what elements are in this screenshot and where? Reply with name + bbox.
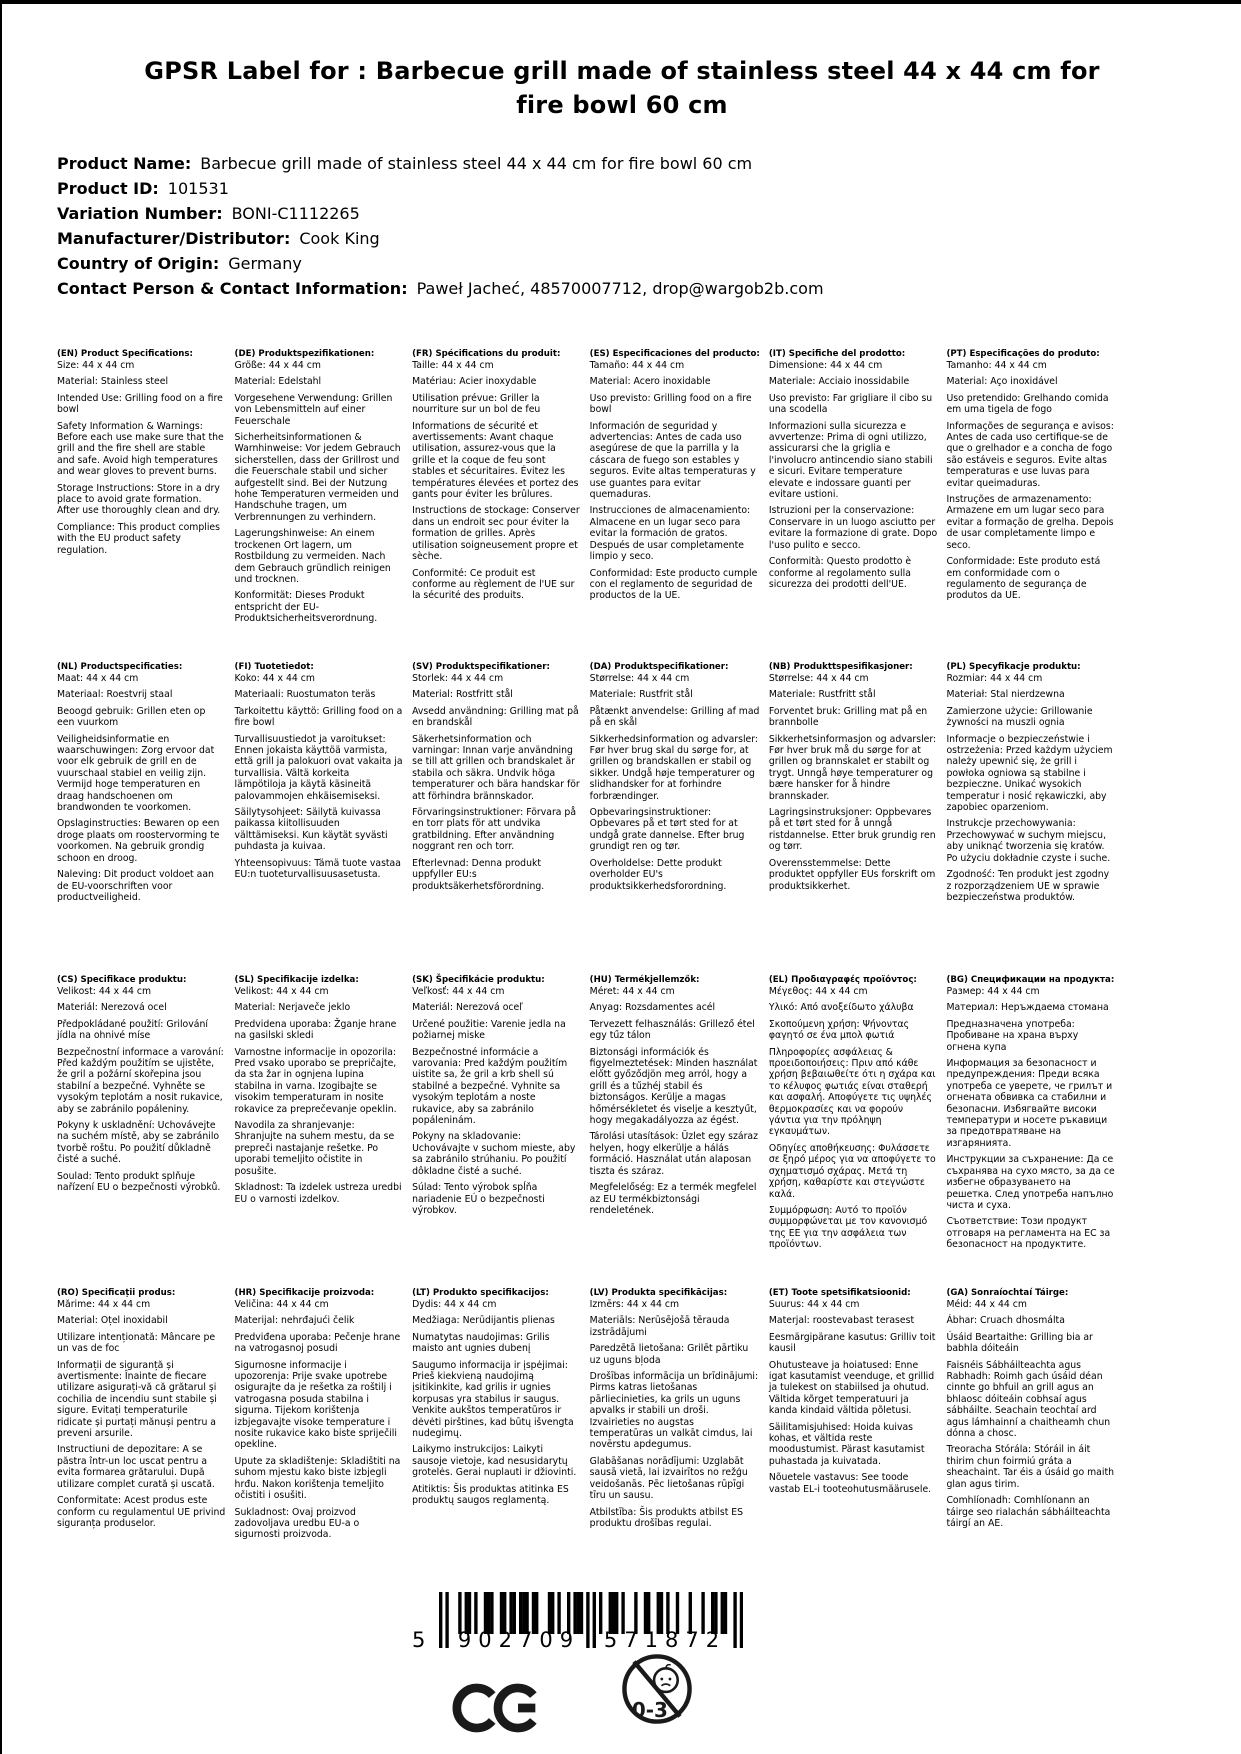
spec-paragraph: Varnostne informacije in opozorila: Pred vsako uporabo se prepričajte, da sta žar in ognjena lupina stabilna in varna. Izogibajte se visokim temperaturam in nosite rokavice za preprečevanje opeklin.: [234, 1046, 397, 1115]
spec-paragraph: Safety Information & Warnings: Before each use make sure that the grill and the fire shell are stable and safe. Avoid high temperatures and wear gloves to prevent burns.: [57, 420, 224, 478]
lang-block-hu: [590, 974, 760, 1287]
spec-paragraph: Úsáid Beartaithe: Grilling bia ar babhla dóiteáin: [946, 1331, 1093, 1355]
spec-paragraph: Conformità: Questo prodotto è conforme al regolamento sulla sicurezza dei prodotti dell'UE.: [768, 556, 912, 590]
spec-paragraph: Storlek: 44 x 44 cm: [412, 673, 504, 684]
spec-paragraph: Materiaali: Ruostumaton teräs: [234, 689, 376, 701]
spec-paragraph: Pokyny na skladovanie: Uchovávajte v suchom mieste, aby sa zabránilo strúhaniu. Po použití dôkladne čisté a suché.: [412, 1131, 576, 1177]
spec-paragraph: Materiale: Acciaio inossidabile: [768, 376, 910, 388]
spec-paragraph: Forventet bruk: Grilling mat på en brannbolle: [768, 705, 928, 729]
spec-paragraph: Atbilstība: Šis produkts atbilst ES produktu drošības regulai.: [589, 1506, 744, 1529]
spec-paragraph: Efterlevnad: Denna produkt uppfyller EU:s produktsäkerhetsförordning.: [412, 857, 545, 892]
spec-paragraph: Säilitamisjuhised: Hoida kuivas kohas, et vältida reste moodustumist. Pärast kasutamist puhastada ja kuivatada.: [768, 1421, 925, 1467]
spec-paragraph: Bezpečnostní informace a varování: Před každým použitím se ujistěte, že gril a požární skořepina jsou stabilní a bezpečné. Vyhněte se vysokým teplotám a nosit rukavice, aby se zabránilo popáleniny.: [57, 1046, 224, 1115]
spec-paragraph: Bezpečnostné informácie a varovania: Pred každým použitím uistite sa, že gril a krb shell sú stabilné a bezpečné. Vyhnite sa vysokým teplotám a noste rukavice, aby sa zabránilo popáleninám.: [412, 1046, 568, 1127]
lang-block-es: [590, 348, 760, 661]
spec-paragraph: Size: 44 x 44 cm: [57, 360, 135, 371]
spec-paragraph: Conformitate: Acest produs este conform cu regulamentul UE privind siguranța produselor.: [57, 1495, 226, 1529]
spec-paragraph: Megfelelőség: Ez a termék megfelel az EU termékbiztonsági rendeletének.: [589, 1182, 757, 1216]
spec-paragraph: Dydis: 44 x 44 cm: [412, 1299, 497, 1310]
spec-paragraph: Informations de sécurité et avertissements: Avant chaque utilisation, assurez-vous que la grille et la coque de feu sont stables et sécuritaires. Évitez les températures élevées et portez des gants pour éviter les brûlures.: [412, 420, 579, 501]
spec-paragraph: Uso previsto: Grilling food on a fire bowl: [589, 392, 752, 416]
spec-paragraph: Información de seguridad y advertencias: Antes de cada uso asegúrese de que la parrilla y la cáscara de fuego son estables y seguros. Evite altas temperaturas y use guantes para evitar quemaduras.: [589, 420, 756, 501]
spec-paragraph: Tarkoitettu käyttö: Grilling food on a fire bowl: [234, 705, 403, 729]
spec-paragraph: Utilizare intenționată: Mâncare pe un vas de foc: [57, 1331, 216, 1355]
spec-paragraph: Uso pretendido: Grelhando comida em uma tigela de fogo: [946, 392, 1109, 416]
spec-paragraph: Ohutusteave ja hoiatused: Enne igat kasutamist veenduge, et grillid ja tulekest on stabiilsed ja ohutud. Vältida kõrget temperatuuri ja kanda kindaid vältida põletusi.: [768, 1359, 935, 1417]
spec-paragraph: Méid: 44 x 44 cm: [946, 1299, 1027, 1310]
spec-paragraph: Informazioni sulla sicurezza e avvertenze: Prima di ogni utilizzo, assicurarsi che la griglia e l'involucro antincendio siano stabili e sicuri. Evitare temperature elevate e indossare guanti per evitare ustioni.: [768, 420, 933, 501]
spec-paragraph: Förvaringsinstruktioner: Förvara på en torr plats för att undvika gratbildning. Efter användning noggrant ren och torr.: [412, 807, 577, 853]
spec-paragraph: Material: Acero inoxidable: [589, 376, 711, 388]
spec-paragraph: Laikymo instrukcijos: Laikyti sausoje vietoje, kad nesusidarytų grotelės. Gerai nuplauti ir džiovinti.: [412, 1444, 577, 1479]
product-info-row: [57, 151, 1191, 176]
lang-block-lt: [412, 1287, 581, 1600]
lang-block-heading: (NB) Produkttspesifikasjoner:: [768, 662, 913, 672]
info-value: 101531: [167, 179, 229, 198]
info-label: Country of Origin:: [57, 254, 220, 273]
product-info-row: [57, 276, 1191, 301]
spec-paragraph: Yhteensopivuus: Tämä tuote vastaa EU:n tuoteturvallisuusasetusta.: [234, 857, 401, 881]
spec-paragraph: Lagerungshinweise: An einem trockenen Ort lagern, um Rostbildung zu vermeiden. Nach dem Gebrauch gründlich reinigen und trocknen.: [234, 528, 391, 585]
age-restriction-label: 0-3: [631, 1698, 668, 1723]
spec-paragraph: Taille: 44 x 44 cm: [412, 360, 494, 371]
spec-paragraph: Materiāls: Nerūsējošā tērauda izstrādājumi: [589, 1315, 730, 1338]
product-info: [57, 151, 1191, 301]
spec-paragraph: Comhlíonadh: Comhlíonann an táirge seo rialachán sábháilteachta táirgí an AE.: [946, 1495, 1111, 1529]
spec-paragraph: Navodila za shranjevanje: Shranjujte na suhem mestu, da se prepreči nastajanje rešetke. Po uporabi temeljito očistite in posušite.: [234, 1120, 395, 1177]
spec-paragraph: Ábhar: Cruach dhosmálta: [946, 1315, 1065, 1327]
spec-paragraph: Materiaal: Roestvrij staal: [57, 689, 173, 701]
spec-paragraph: Zgodność: Ten produkt jest zgodny z rozporządzeniem UE w sprawie bezpieczeństwa produktów.: [946, 869, 1110, 903]
spec-paragraph: Tamanho: 44 x 44 cm: [946, 360, 1047, 371]
spec-paragraph: Pokyny k uskladnění: Uchovávejte na suchém místě, aby se zabránilo tvorbě roštu. Po použití důkladně čisté a suché.: [57, 1120, 220, 1166]
lang-block-sl: [235, 974, 404, 1287]
barcode-lead-digit: 5: [412, 1628, 426, 1652]
spec-paragraph: Påtænkt anvendelse: Grilling af mad på en skål: [589, 705, 760, 729]
spec-paragraph: Instruções de armazenamento: Armazene em um lugar seco para evitar a formação de grelha. Depois de usar completamente limpo e seco.: [946, 494, 1114, 551]
lang-block-heading: (ES) Especificaciones del producto:: [589, 349, 760, 359]
spec-paragraph: Zamierzone użycie: Grillowanie żywności na muszli ognia: [946, 705, 1093, 729]
lang-block-en: [57, 348, 226, 661]
spec-paragraph: Turvallisuustiedot ja varoitukset: Ennen jokaista käyttöä varmista, että grill ja palokuori ovat vakaita ja turvallisia. Vältä korkeita lämpötiloja ja käytä käsineitä palovammojen ehkäisemiseksi.: [234, 733, 403, 802]
spec-paragraph: Nõuetele vastavus: See toode vastab EL-i tooteohutusmäärusele.: [768, 1472, 932, 1495]
lang-block-heading: (HU) Termékjellemzők:: [589, 975, 700, 985]
spec-paragraph: Instrucciones de almacenamiento: Almacene en un lugar seco para evitar la formación de gratos. Después de usar completamente limpio y seco.: [589, 505, 751, 563]
barcode-left-digits: 902709: [457, 1628, 581, 1652]
lang-block-heading: (IT) Specifiche del prodotto:: [768, 349, 906, 359]
lang-block-sv: [412, 661, 581, 974]
spec-paragraph: Overholdelse: Dette produkt overholder EU's produktsikkerhedsforordning.: [589, 857, 727, 892]
spec-paragraph: Koko: 44 x 44 cm: [234, 673, 315, 684]
product-info-row: [57, 226, 1191, 251]
lang-block-heading: (FR) Spécifications du produit:: [412, 349, 561, 359]
product-info-row: [57, 176, 1191, 201]
spec-paragraph: Veličina: 44 x 44 cm: [234, 1299, 329, 1310]
lang-block-heading: (CS) Specifikace produktu:: [57, 975, 187, 985]
lang-block-it: [769, 348, 938, 661]
spec-paragraph: Material: Aço inoxidável: [946, 376, 1058, 388]
lang-block-bg: [946, 974, 1115, 1287]
lang-block-hr: [235, 1287, 404, 1600]
info-label: Product ID:: [57, 179, 159, 198]
spec-paragraph: Veiligheidsinformatie en waarschuwingen: Zorg ervoor dat voor elk gebruik de grill en de vuurschaal stabiel en veilig zijn. Vermijd hoge temperaturen en draag handschoenen om brandwonden te voorkomen.: [57, 733, 215, 814]
lang-block-heading: (GA) Sonraíochtaí Táirge:: [946, 1288, 1069, 1298]
spec-paragraph: Matériau: Acier inoxydable: [412, 376, 537, 388]
lang-block-lv: [590, 1287, 760, 1600]
spec-paragraph: Material: Stainless steel: [57, 376, 169, 388]
spec-paragraph: Saugumo informacija ir įspėjimai: Prieš kiekvieną naudojimą įsitikinkite, kad grilis ir ugnies korpusas yra stabilus ir saugus. Venkite aukštos temperatūros ir dėvėti pirštines, kad būtų išvengta nudegimų.: [412, 1359, 574, 1440]
spec-paragraph: Materiale: Rustfrit stål: [589, 689, 693, 701]
spec-paragraph: Tamaño: 44 x 44 cm: [589, 360, 685, 371]
spec-paragraph: Veľkosť: 44 x 44 cm: [412, 986, 505, 997]
barcode-right-digits: 571872: [603, 1628, 727, 1652]
spec-paragraph: Materiał: Stal nierdzewna: [946, 689, 1065, 701]
lang-block-heading: (EL) Προδιαγραφές προϊόντος:: [768, 975, 917, 985]
spec-paragraph: Predvidena uporaba: Žganje hrane na gasilski skledi: [234, 1018, 397, 1042]
lang-block-pt: [946, 348, 1115, 661]
spec-paragraph: Σκοπούμενη χρήση: Ψήνοντας φαγητό σε ένα μπολ φωτιά: [768, 1018, 910, 1042]
spec-paragraph: Tárolási utasítások: Üzlet egy száraz helyen, hogy elkerülje a hálás formáció. Használat után alaposan tiszta és száraz.: [589, 1131, 758, 1177]
spec-paragraph: Paredzētā lietošana: Grilēt pārtiku uz uguns bļoda: [589, 1343, 749, 1366]
spec-paragraph: Medžiaga: Nerūdijantis plienas: [412, 1315, 555, 1327]
spec-paragraph: Uso previsto: Far grigliare il cibo su una scodella: [768, 392, 933, 416]
spec-paragraph: Opbevaringsinstruktioner: Opbevares på et tørt sted for at undgå grate dannelse. Efter brug grundigt ren og tør.: [589, 807, 745, 853]
spec-paragraph: Instructions de stockage: Conserver dans un endroit sec pour éviter la formation de grilles. Après utilisation soigneusement propre et sèche.: [412, 505, 580, 563]
info-value: Cook King: [299, 229, 380, 248]
spec-paragraph: Инструкции за съхранение: Да се съхранява на сухо място, за да се избегне образуването на решетка. След употреба напълно чиста и суха.: [946, 1154, 1115, 1211]
spec-paragraph: Materiál: Nerezová ocel: [57, 1002, 167, 1014]
lang-block-heading: (DA) Produktspecifikationer:: [589, 662, 729, 672]
spec-paragraph: Material: Nerjaveče jeklo: [234, 1002, 351, 1014]
info-value: Paweł Jacheć, 48570007712, drop@wargob2b.com: [416, 279, 824, 298]
info-value: Germany: [228, 254, 302, 273]
spec-paragraph: Sukladnost: Ovaj proizvod zadovoljava uredbu EU-a o sigurnosti proizvoda.: [234, 1506, 360, 1541]
lang-block-heading: (PL) Specyfikacje produktu:: [946, 662, 1081, 672]
spec-paragraph: Velikost: 44 x 44 cm: [234, 986, 329, 997]
lang-block-heading: (EN) Product Specifications:: [57, 349, 193, 359]
spec-paragraph: Súlad: Tento výrobok spĺňa nariadenie EÚ o bezpečnosti výrobkov.: [412, 1182, 545, 1216]
spec-paragraph: Sikkerhetsinformasjon og advarsler: Før hver bruk må du sørge for at grillen og brannskalet er stabilt og trygt. Unngå høye temperaturer og bære hansker for å hindre brannskader.: [768, 733, 937, 802]
spec-paragraph: Οδηγίες αποθήκευσης: Φυλάσσετε σε ξηρό μέρος για να αποφύγετε το σχηματισμό σχάρας. Μετά τη χρήση, καθαρίστε και στεγνώστε καλά.: [768, 1142, 936, 1200]
lang-block-da: [590, 661, 760, 974]
spec-paragraph: Biztonsági információk és figyelmeztetések: Minden használat előtt győződjön meg arról, hogy a grill és a tűzhéj stabil és biztonságos. Kerülje a magas hőmérsékletet és viselje a kesztyűt, hogy megakadályozza az égést.: [589, 1046, 758, 1127]
lang-block-sk: [412, 974, 581, 1287]
spec-paragraph: Størrelse: 44 x 44 cm: [768, 673, 869, 684]
spec-paragraph: Υλικό: Από ανοξείδωτο χάλυβα: [768, 1002, 914, 1014]
spec-paragraph: Beoogd gebruik: Grillen eten op een vuurkom: [57, 705, 206, 729]
spec-paragraph: Drošības informācija un brīdinājumi: Pirms katras lietošanas pārliecinieties, ka grils un uguns apvalks ir stabili un droši. Izvairieties no augstas temperatūras un valkāt cimdus, lai novērstu apdegumus.: [589, 1371, 759, 1451]
spec-paragraph: Faisnéis Sábháilteachta agus Rabhadh: Roimh gach úsáid déan cinnte go bhfuil an grill agus an bhlaosc dóiteáin cobhsaí agus sábháilte. Seachain teochtaí ard agus lámhainní a chaitheamh chun dónna a chosc.: [946, 1359, 1111, 1440]
spec-paragraph: Μέγεθος: 44 x 44 cm: [768, 986, 868, 997]
spec-paragraph: Overensstemmelse: Dette produktet oppfyller EUs forskrift om produktsikkerhet.: [768, 857, 936, 892]
lang-block-nb: [769, 661, 938, 974]
spec-paragraph: Naleving: Dit product voldoet aan de EU-voorschriften voor productveiligheid.: [57, 869, 214, 903]
lang-block-heading: (NL) Productspecificaties:: [57, 662, 183, 672]
spec-paragraph: Conformidade: Este produto está em conformidade com o regulamento de segurança de produtos da UE.: [946, 556, 1101, 602]
spec-paragraph: Säilytysohjeet: Säilytä kuivassa paikassa kiitollisuuden välttämiseksi. Kun käytät syvästi puhdasta ja kuivaa.: [234, 807, 388, 853]
spec-paragraph: Instrukcje przechowywania: Przechowywać w suchym miejscu, aby uniknąć tworzenia się kratów. Po użyciu dokładnie czyste i suche.: [946, 818, 1111, 864]
spec-paragraph: Určené použitie: Varenie jedla na požiarnej miske: [412, 1018, 566, 1042]
spec-paragraph: Opslaginstructies: Bewaren op een droge plaats om roostervorming te voorkomen. Na gebruik grondig schoon en droog.: [57, 818, 220, 864]
info-value: BONI-C1112265: [231, 204, 360, 223]
spec-paragraph: Vorgesehene Verwendung: Grillen von Lebensmitteln auf einer Feuerschale: [234, 392, 393, 427]
spec-paragraph: Anyag: Rozsdamentes acél: [589, 1002, 716, 1014]
lang-block-fi: [235, 661, 404, 974]
spec-paragraph: Rozmiar: 44 x 44 cm: [946, 673, 1043, 684]
info-label: Variation Number:: [57, 204, 223, 223]
ce-mark-icon: [452, 1666, 544, 1750]
spec-paragraph: Suurus: 44 x 44 cm: [768, 1299, 860, 1310]
spec-paragraph: Utilisation prévue: Griller la nourriture sur un bol de feu: [412, 392, 541, 416]
spec-paragraph: Instructiuni de depozitare: A se păstra într-un loc uscat pentru a evita formarea grătarului. După utilizare complet curată și uscată.: [57, 1444, 215, 1490]
spec-paragraph: Predviđena uporaba: Pečenje hrane na vatrogasnoj posudi: [234, 1331, 401, 1355]
spec-paragraph: Tervezett felhasználás: Grillező étel egy tűz tálon: [589, 1018, 755, 1042]
lang-block-ro: [57, 1287, 226, 1600]
spec-paragraph: Atitiktis: Šis produktas atitinka ES produktų saugos reglamentą.: [412, 1483, 569, 1507]
spec-paragraph: Συμμόρφωση: Αυτό το προϊόν συμμορφώνεται με τον κανονισμό της ΕΕ για την ασφάλεια των προϊόντων.: [768, 1204, 928, 1251]
spec-paragraph: Izmērs: 44 x 44 cm: [589, 1299, 680, 1310]
lang-block-pl: [946, 661, 1115, 974]
spec-paragraph: Materiale: Rustfritt stål: [768, 689, 876, 701]
info-label: Product Name:: [57, 154, 192, 173]
spec-paragraph: Предназначена употреба: Пробиване на храна върху огнена купа: [946, 1018, 1079, 1053]
product-info-row: [57, 251, 1191, 276]
page-title: GPSR Label for : Barbecue grill made of stainless steel 44 x 44 cm for fire bowl 60 cm: [144, 57, 1100, 119]
lang-block-heading: (SL) Specifikacije izdelka:: [234, 975, 359, 985]
spec-paragraph: Konformität: Dieses Produkt entspricht der EU-Produktsicherheitsverordnung.: [234, 590, 378, 625]
spec-paragraph: Treoracha Stórála: Stóráil in áit thirim chun foirmiú gráta a sheachaint. Tar éis a úsáid go maith glan agus tirim.: [946, 1444, 1114, 1490]
spec-paragraph: Sigurnosne informacije i upozorenja: Prije svake upotrebe osigurajte da je rešetka za roštilj i vatrogasna posuda stabilna i sigurna. Tijekom korištenja izbjegavajte visoke temperature i nosite rukavice kako biste spriječili opekline.: [234, 1359, 397, 1451]
spec-paragraph: Размер: 44 x 44 cm: [946, 986, 1040, 997]
lang-block-et: [769, 1287, 938, 1600]
product-info-row: [57, 201, 1191, 226]
spec-paragraph: Maat: 44 x 44 cm: [57, 673, 139, 684]
lang-block-heading: (SK) Špecifikácie produktu:: [412, 975, 545, 985]
lang-block-heading: (LT) Produkto specifikacijos:: [412, 1288, 549, 1298]
lang-block-el: [769, 974, 938, 1287]
spec-paragraph: Conformité: Ce produit est conforme au règlement de l'UE sur la sécurité des produits.: [412, 567, 575, 602]
spec-paragraph: Größe: 44 x 44 cm: [234, 360, 321, 371]
spec-paragraph: Numatytas naudojimas: Grilis maisto ant ugnies dubenį: [412, 1331, 550, 1355]
info-value: Barbecue grill made of stainless steel 44 x 44 cm for fire bowl 60 cm: [200, 154, 753, 173]
spec-paragraph: Material: Oțel inoxidabil: [57, 1315, 168, 1327]
lang-block-heading: (HR) Specifikacije proizvoda:: [234, 1288, 375, 1298]
spec-paragraph: Съответствие: Този продукт отговаря на регламента на ЕС за безопасност на продуктите.: [946, 1216, 1111, 1251]
spec-paragraph: Säkerhetsinformation och varningar: Innan varje användning se till att grillen och brandskalet är stabila och säkra. Undvik höga temperaturer och bära handskar för att förhindra brännskador.: [412, 733, 580, 802]
spec-paragraph: Материал: Неръждаема стомана: [946, 1002, 1109, 1014]
spec-paragraph: Informações de segurança e avisos: Antes de cada uso certifique-se de que o grelhador e a concha de fogo são estáveis e seguros. Evite altas temperaturas e use luvas para evitar queimaduras.: [946, 420, 1114, 489]
lang-block-cs: [57, 974, 226, 1287]
spec-paragraph: Materijal: nehrđajući čelik: [234, 1315, 355, 1327]
lang-block-ga: [946, 1287, 1115, 1600]
lang-block-heading: (DE) Produktspezifikationen:: [234, 349, 375, 359]
spec-paragraph: Material: Edelstahl: [234, 376, 322, 388]
spec-paragraph: Skladnost: Ta izdelek ustreza uredbi EU o varnosti izdelkov.: [234, 1182, 402, 1205]
spec-paragraph: Upute za skladištenje: Skladištiti na suhom mjestu kako biste izbjegli hrđu. Nakon korištenja temeljito očistiti i osušiti.: [234, 1455, 401, 1502]
spec-paragraph: Avsedd användning: Grilling mat på en brandskål: [412, 705, 579, 729]
lang-block-fr: [412, 348, 581, 661]
spec-paragraph: Předpokládané použití: Grilování jídla na ohnivé míse: [57, 1018, 208, 1042]
lang-block-de: [235, 348, 404, 661]
spec-paragraph: Sikkerhedsinformation og advarsler: Før hver brug skal du sørge for, at grillen og brandskallen er stabil og sikker. Undgå høje temperaturer og slidhandsker for at forhindre forbrændinger.: [589, 733, 759, 802]
info-label: Contact Person & Contact Information:: [57, 279, 408, 298]
spec-paragraph: Glabāšanas norādījumi: Uzglabāt sausā vietā, lai izvairītos no režģu veidošanās. Pēc lietošanas rūpīgi tīru un sausu.: [589, 1455, 748, 1502]
spec-paragraph: Compliance: This product complies with the EU product safety regulation.: [57, 521, 220, 556]
lang-block-heading: (ET) Toote spetsifikatsioonid:: [768, 1288, 911, 1298]
spec-paragraph: Conformidad: Este producto cumple con el reglamento de seguridad de productos de la UE.: [589, 567, 758, 602]
spec-paragraph: Eesmärgipärane kasutus: Grilliv toit kausil: [768, 1331, 936, 1355]
spec-paragraph: Informații de siguranță și avertismente: Înainte de fiecare utilizare asigurați-vă că grătarul și cochilia de incendiu sunt stabile și sigure. Evitați temperaturile ridicate și purtați mănuși pentru a preveni arsurile.: [57, 1359, 217, 1440]
spec-paragraph: Materiál: Nerezová oceľ: [412, 1002, 523, 1014]
lang-block-heading: (LV) Produkta specifikācijas:: [589, 1288, 728, 1298]
lang-block-heading: (BG) Спецификации на продукта:: [946, 975, 1115, 985]
spec-paragraph: Mărime: 44 x 44 cm: [57, 1299, 151, 1310]
spec-paragraph: Størrelse: 44 x 44 cm: [589, 673, 690, 684]
lang-block-heading: (RO) Specificații produs:: [57, 1288, 176, 1298]
spec-paragraph: Velikost: 44 x 44 cm: [57, 986, 152, 997]
spec-paragraph: Informacje o bezpieczeństwie i ostrzeżenia: Przed każdym użyciem należy upewnić się, że grill i powłoka ogniowa są stabilne i bezpieczne. Unikać wysokich temperatur i nosić rękawiczki, aby zapobiec oparzeniom.: [946, 733, 1113, 814]
spec-paragraph: Materjal: roostevabast terasest: [768, 1315, 915, 1327]
spec-paragraph: Istruzioni per la conservazione: Conservare in un luogo asciutto per evitare la formazione di grate. Dopo l'uso pulito e secco.: [768, 505, 938, 551]
language-specs-grid: [57, 348, 1115, 1600]
age-warning-0-3-icon: [620, 1652, 694, 1726]
spec-paragraph: Информация за безопасност и предупреждения: Преди всяка употреба се уверете, че грилът и огнената обвивка са стабилни и безопасни. Избягвайте високи температури и носете ръкавици за предотвратяване на изгарянията.: [946, 1058, 1113, 1149]
spec-paragraph: Soulad: Tento produkt splňuje nařízení EU o bezpečnosti výrobků.: [57, 1170, 221, 1194]
spec-paragraph: Πληροφορίες ασφάλειας & προειδοποιήσεις: Πριν από κάθε χρήση βεβαιωθείτε ότι η σχάρα και το κέλυφος φωτιάς είναι σταθερή και ασφαλή. Αποφύγετε τις υψηλές θερμοκρασίες και να φορούν γάντια για την πρόληψη εγκαυμάτων.: [768, 1046, 936, 1138]
spec-paragraph: Méret: 44 x 44 cm: [589, 986, 675, 997]
spec-paragraph: Material: Rostfritt stål: [412, 689, 513, 701]
lang-block-heading: (PT) Especificações do produto:: [946, 349, 1100, 359]
info-label: Manufacturer/Distributor:: [57, 229, 291, 248]
spec-paragraph: Dimensione: 44 x 44 cm: [768, 360, 883, 371]
spec-paragraph: Storage Instructions: Store in a dry place to avoid grate formation. After use thoroughly clean and dry.: [57, 482, 221, 517]
spec-paragraph: Intended Use: Grilling food on a fire bowl: [57, 392, 223, 416]
lang-block-heading: (SV) Produktspecifikationer:: [412, 662, 550, 672]
lang-block-heading: (FI) Tuotetiedot:: [234, 662, 314, 672]
lang-block-nl: [57, 661, 226, 974]
spec-paragraph: Lagringsinstruksjoner: Oppbevares på et tørt sted for å unngå ristdannelse. Etter bruk grundig ren og tørr.: [768, 807, 936, 853]
spec-paragraph: Sicherheitsinformationen & Warnhinweise: Vor jedem Gebrauch sicherstellen, dass der Grillrost und die Feuerschale stabil und sicher aufgestellt sind. Bei der Nutzung hohe Temperaturen vermeiden und Handschuhe tragen, um Verbrennungen zu verhindern.: [234, 432, 401, 523]
